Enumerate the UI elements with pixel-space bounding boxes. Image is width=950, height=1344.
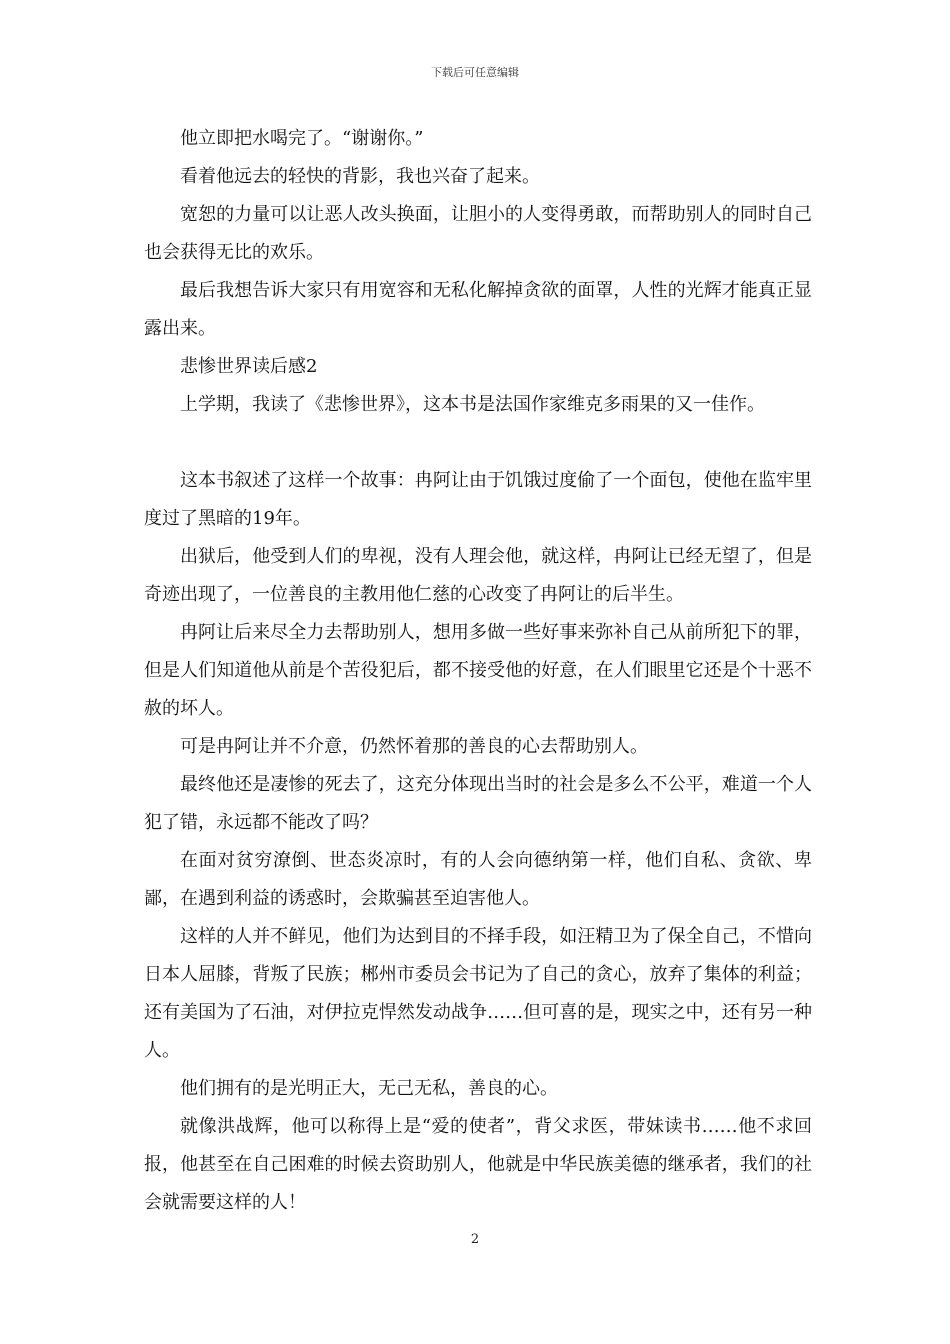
paragraph: 出狱后，他受到人们的卑视，没有人理会他，就这样，冉阿让已经无望了，但是奇迹出现了，一位善良的主教用他仁慈的心改变了冉阿让的后半生。 <box>144 546 812 605</box>
paragraph: 这本书叙述了这样一个故事：冉阿让由于饥饿过度偷了一个面包，使他在监牢里度过了黑暗的19年。 <box>144 470 812 529</box>
paragraph: 冉阿让后来尽全力去帮助别人，想用多做一些好事来弥补自己从前所犯下的罪，但是人们知道他从前是个苦役犯后，都不接受他的好意，在人们眼里它还是个十恶不赦的坏人。 <box>144 622 812 719</box>
paragraph: 宽恕的力量可以让恶人改头换面，让胆小的人变得勇敢，而帮助别人的同时自己也会获得无比的欢乐。 <box>144 204 812 263</box>
paragraph: 可是冉阿让并不介意，仍然怀着那的善良的心去帮助别人。 <box>180 736 648 757</box>
paragraph: 在面对贫穷潦倒、世态炎凉时，有的人会向德纳第一样，他们自私、贪欲、卑鄙，在遇到利益的诱惑时，会欺骗甚至迫害他人。 <box>144 850 812 909</box>
paragraph: 他立即把水喝完了。“谢谢你。” <box>180 128 424 149</box>
paragraph: 这样的人并不鲜见，他们为达到目的不择手段，如汪精卫为了保全自己，不惜向日本人屈膝，背叛了民族；郴州市委员会书记为了自己的贪心，放弃了集体的利益；还有美国为了石油，对伊拉克悍然发动战争……但可喜的是，现实之中，还有另一种人。 <box>144 926 812 1061</box>
paragraph: 最后我想告诉大家只有用宽容和无私化解掉贪欲的面罩，人性的光辉才能真正显露出来。 <box>144 280 812 339</box>
document-body <box>144 120 812 1222</box>
page-number: 2 <box>470 1232 480 1247</box>
section-heading: 悲惨世界读后感2 <box>180 356 318 377</box>
paragraph: 看着他远去的轻快的背影，我也兴奋了起来。 <box>180 166 540 187</box>
paragraph: 最终他还是凄惨的死去了，这充分体现出当时的社会是多么不公平，难道一个人犯了错，永远都不能改了吗？ <box>144 774 812 833</box>
paragraph: 就像洪战辉，他可以称得上是“爱的使者”，背父求医，带妹读书……他不求回报，他甚至在自己困难的时候去资助别人，他就是中华民族美德的继承者，我们的社会就需要这样的人！ <box>144 1116 812 1213</box>
paragraph: 上学期，我读了《悲惨世界》，这本书是法国作家维克多雨果的又一佳作。 <box>180 394 765 415</box>
paragraph: 他们拥有的是光明正大，无己无私，善良的心。 <box>180 1078 558 1099</box>
blank-line <box>144 424 812 462</box>
page-header: 下载后可任意编辑 <box>431 66 519 79</box>
